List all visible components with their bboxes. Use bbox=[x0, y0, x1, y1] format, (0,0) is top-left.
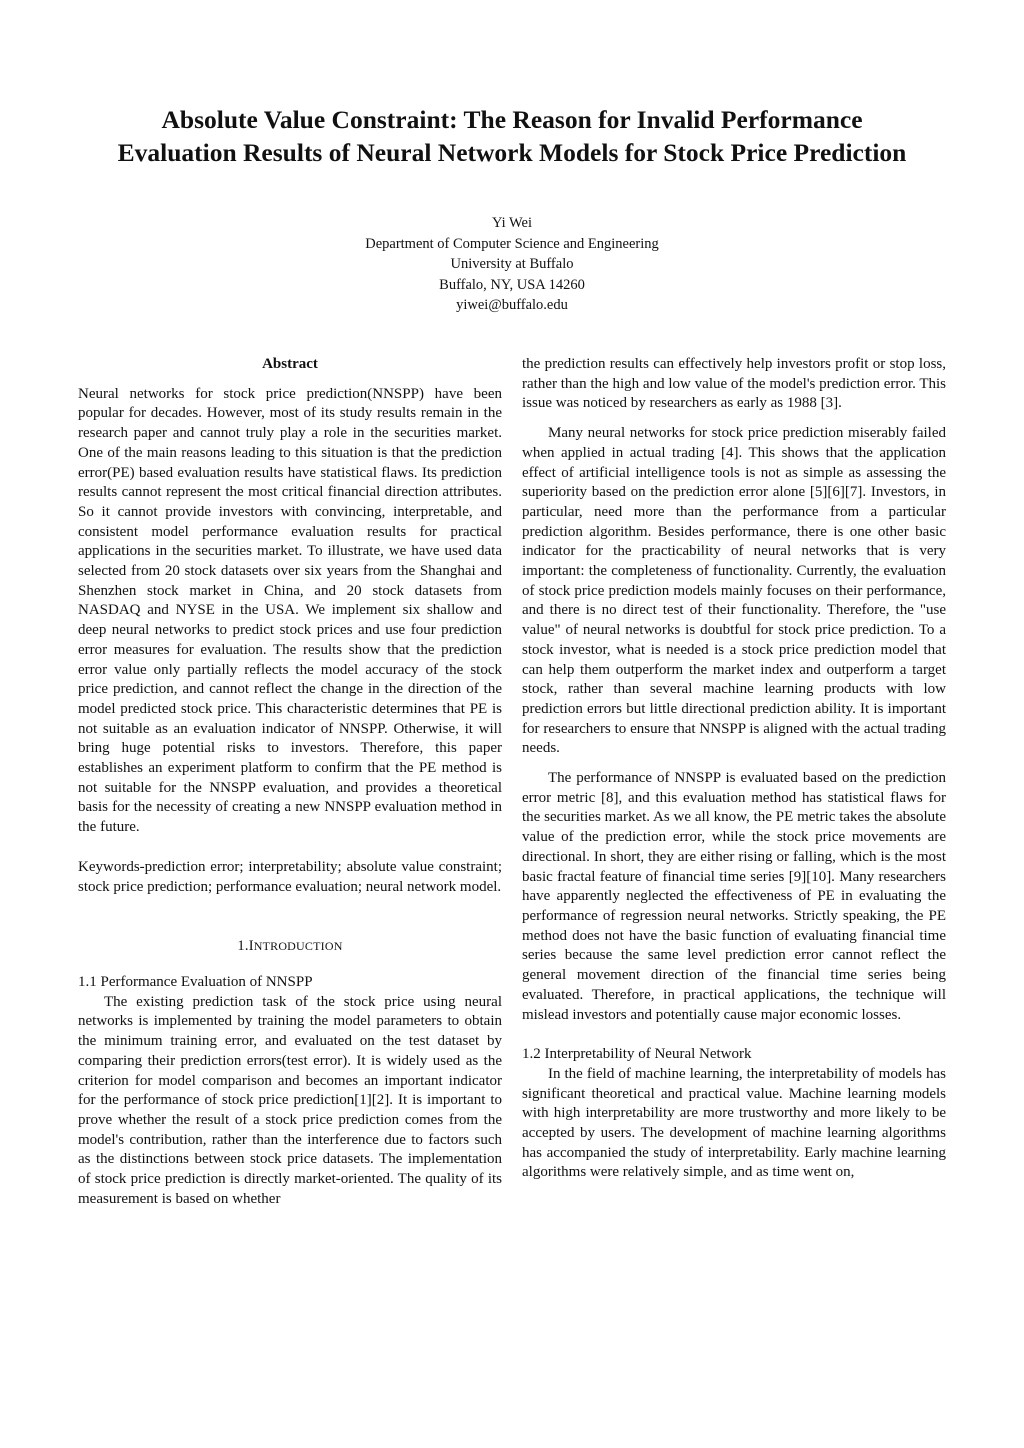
keywords: Keywords-prediction error; interpretability; absolute value constraint; stock price prediction; performance evaluation; neural network model. bbox=[78, 858, 502, 895]
section-heading-introduction bbox=[78, 937, 502, 957]
author-department: Department of Computer Science and Engineering bbox=[365, 235, 659, 252]
paragraph: The existing prediction task of the stock price using neural networks is implemented by training the model parameters to obtain the minimum training error, and evaluated on the test dataset by comparing their prediction errors(test error). It is widely used as the criterion for model comparison and becomes an important indicator for the performance of stock price prediction[1][2]. It is important to prove whether the result of a stock price prediction comes from the model's contribution, rather than the interference due to factors such as the distinctions between stock price datasets. The implementation of stock price prediction is directly market-oriented. The quality of its measurement is based on whether bbox=[78, 993, 502, 1207]
author-university: University at Buffalo bbox=[450, 256, 574, 272]
left-column bbox=[78, 355, 502, 1209]
paragraph: Many neural networks for stock price prediction miserably failed when applied in actual trading [4]. This shows that the application effect of artificial intelligence tools is not as simple as assessing the superiority based on the prediction error alone [5][6][7]. Investors, in particular, need more than the performance from a particular prediction algorithm. Besides performance, there is one other basic indicator for the practicability of neural networks that is very important: the completeness of functionality. Currently, the evaluation of stock price prediction models mainly focuses on their performance, and there is no direct test of their functionality. Therefore, the "use value" of neural networks is doubtful for stock price prediction. To a stock investor, what is needed is a stock price prediction model that can help them outperform the market index and outperform a target stock, rather than several machine learning products with low prediction errors but little directional prediction ability. It is important for researchers to ensure that NNSPP is aligned with the actual trading needs. bbox=[522, 425, 946, 757]
subsection-heading-1-2: 1.2 Interpretability of Neural Network bbox=[522, 1046, 752, 1063]
author-email: yiwei@buffalo.edu bbox=[456, 297, 568, 313]
section-heading-rest: NTRODUCTION bbox=[253, 939, 343, 954]
section-heading-initial: I bbox=[248, 938, 254, 955]
section-number: 1. bbox=[237, 938, 249, 955]
abstract-text: Neural networks for stock price prediction(NNSPP) have been popular for decades. However, most of its study results remain in the research paper and cannot truly play a role in the securities market. One of the main reasons leading to this situation is that the prediction error(PE) based evaluation results have statistical flaws. Its prediction results cannot represent the most critical financial direction attributes. So it cannot provide investors with convincing, interpretable, and consistent model performance evaluation results for practical applications in the securities market. To illustrate, we have used data selected from 20 stock datasets over six years from the Shanghai and Shenzhen stock market in China, and 20 stock datasets from NASDAQ and NYSE in the USA. We implement six shallow and deep neural networks to predict stock prices and use four prediction error measures for evaluation. The results show that the prediction error value only partially reflects the model accuracy of the stock price prediction, and cannot reflect the change in the direction of the model predicted stock price. This characteristic determines that PE is not suitable as an evaluation indicator of NNSPP. Otherwise, it will bring huge potential risks to investors. Therefore, this paper establishes an experiment platform to confirm that the PE method is not suitable for the NNSPP evaluation, and provides a theoretical basis for the necessity of creating a new NNSPP evaluation method in the future. bbox=[78, 385, 502, 836]
title-line-1: Absolute Value Constraint: The Reason for Invalid Performance bbox=[161, 105, 863, 134]
author-block bbox=[212, 213, 812, 316]
title-line-2: Evaluation Results of Neural Network Models for Stock Price Prediction bbox=[117, 138, 907, 167]
paper-title bbox=[40, 103, 984, 169]
paragraph: The performance of NNSPP is evaluated based on the prediction error metric [8], and this evaluation method has statistical flaws for the securities market. As we all know, the PE metric takes the absolute value of the prediction error, while the stock price movements are directional. In short, they are either rising or falling, which is the most basic fractal feature of financial time series [9][10]. Many researchers have apparently neglected the effectiveness of PE in evaluating the performance of regression neural networks. Strictly speaking, the PE method does not have the basic function of evaluating financial time series because the same level prediction error cannot reflect the general movement direction of the financial time series being evaluated. Therefore, in practical applications, the technique will mislead investors and potentially cause major economic losses. bbox=[522, 770, 946, 1023]
author-name: Yi Wei bbox=[491, 215, 533, 231]
paragraph: In the field of machine learning, the interpretability of models has significant theoretical and practical value. Machine learning models with high interpretability are more trustworthy and more likely to be accepted by users. The development of machine learning algorithms has accompanied the study of interpretability. Early machine learning algorithms were relatively simple, and as time went on, bbox=[522, 1065, 946, 1181]
author-address: Buffalo, NY, USA 14260 bbox=[439, 276, 585, 293]
subsection-heading-1-1: 1.1 Performance Evaluation of NNSPP bbox=[78, 973, 313, 990]
abstract-heading: Abstract bbox=[262, 356, 318, 372]
right-column bbox=[522, 355, 946, 1183]
paragraph-continued: the prediction results can effectively help investors profit or stop loss, rather than the high and low value of the model's prediction error. This issue was noticed by researchers as early as 1988 [3]. bbox=[522, 356, 946, 412]
